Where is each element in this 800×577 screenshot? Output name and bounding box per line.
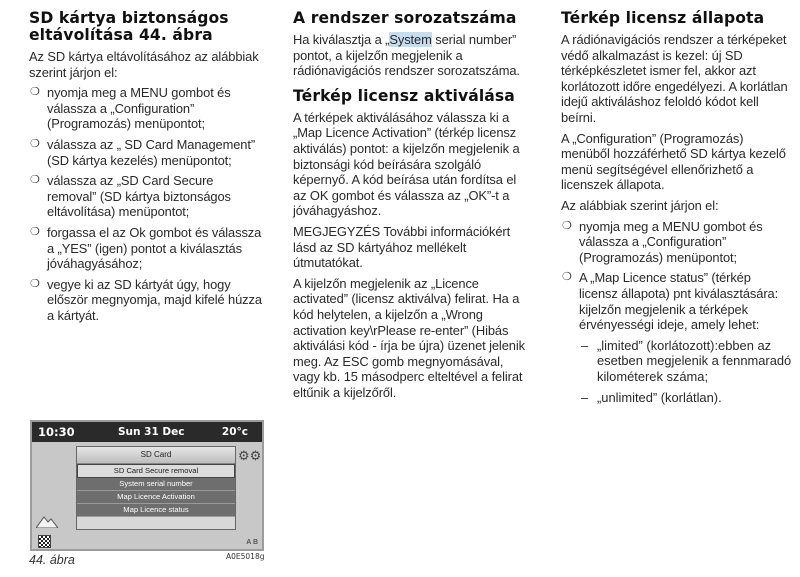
paragraph-activation: A térképek aktiválásához válassza ki a „Map Licence Activation” (térkép licensz aktiválás) pontot: a kijelzőn megjelenik a biztonsági kód beírására szolgáló képernyő. A kód beírása után fordítsa el az OK gombot és válassza az „OK”-t a jóváhagyáshoz.: [293, 109, 520, 219]
text-fragment: Ha kiválasztja a „: [293, 32, 390, 47]
list-item-text: forgassa el az Ok gombot és válassza a „YES” (igen) pontot a kiválasztás jóváhagyásához;: [47, 224, 262, 272]
figure-caption: 44. ábra: [29, 553, 75, 567]
paragraph-steps-intro: Az alábbiak szerint járjon el:: [561, 197, 719, 213]
list-item-text: A „Map Licence status” (térkép licensz állapota) pnt kiválasztására: kijelzőn megjelenik a térképek érvényességi ideje, amely lehet:: [579, 270, 779, 333]
paragraph-intro: Az SD kártya eltávolításához az alábbiak szerint járjon el:: [29, 49, 259, 80]
column-right: [561, 10, 792, 412]
list-item-text: nyomja meg a MENU gombot és válassza a „Configuration” (Programozás) menüpontot;: [47, 85, 231, 132]
list-item: [29, 137, 264, 168]
list-item: [561, 219, 792, 266]
bullet-circle-icon: ❍: [562, 271, 572, 284]
mountain-icon: [36, 514, 58, 528]
bullet-circle-icon: ❍: [30, 174, 40, 187]
radio-screen-figure: [30, 420, 264, 551]
step-list: [29, 85, 264, 323]
bullet-circle-icon: ❍: [30, 137, 40, 150]
section-heading-licence-activation: Térkép licensz aktiválása: [293, 86, 515, 105]
paragraph-serial: [293, 32, 529, 79]
section-heading-sd-removal: SD kártya biztonságos eltávolítása 44. ábra: [29, 9, 229, 44]
dash-list: [561, 338, 792, 406]
bullet-circle-icon: ❍: [562, 219, 572, 232]
corner-label: A B: [246, 539, 258, 546]
highlighted-word: System: [389, 32, 432, 47]
section-heading-serial-number: A rendszer sorozatszáma: [293, 9, 517, 27]
paragraph-note: MEGJEGYZÉS További információkért lásd az SD kártyához mellékelt útmutatókat.: [293, 223, 511, 271]
menu-item-map-licence-activation[interactable]: Map Licence Activation: [77, 491, 235, 504]
menu-item-map-licence-status[interactable]: Map Licence status: [77, 504, 235, 517]
list-item: [29, 173, 264, 220]
list-item-text: „unlimited” (korlátlan).: [597, 390, 722, 406]
sd-card-menu: [76, 446, 236, 530]
checker-icon: [38, 535, 51, 548]
list-item: [29, 85, 264, 132]
list-item-text: „limited” (korlátozott):ebben az esetben megjelenik a fennmaradó kilométerek száma;: [597, 337, 792, 384]
paragraph-config: A „Configuration” (Programozás) menüből hozzáférhető SD kártya kezelő menü segítségével ellenőrizhető a licenszek állapota.: [561, 130, 786, 193]
screen-status-bar: [32, 422, 262, 442]
list-item: [561, 270, 792, 332]
bullet-circle-icon: ❍: [30, 277, 40, 290]
menu-title: SD Card: [77, 447, 235, 464]
date-label: Sun 31 Dec: [118, 426, 185, 438]
menu-item-sd-secure-removal[interactable]: SD Card Secure removal: [77, 464, 235, 478]
list-item-text: nyomja meg a MENU gombot és válassza a „Configuration” (Programozás) menüpontot;: [579, 218, 763, 265]
menu-item-system-serial-number[interactable]: System serial number: [77, 478, 235, 491]
bullet-circle-icon: ❍: [30, 225, 40, 238]
clock-time: 10:30: [38, 425, 75, 439]
gear-icon: ⚙⚙: [238, 448, 262, 463]
list-item-text: válassza az „SD Card Secure removal” (SD kártya biztonságos eltávolítása) menüpontot;: [47, 173, 231, 220]
temperature-label: 20°c: [221, 426, 248, 438]
text-fragment: serial number” pontot, a kijelzőn megjelenik a rádiónavigációs rendszer sorozatszáma.: [293, 32, 520, 79]
list-item: [29, 225, 264, 272]
list-item: – „unlimited” (korlátlan).: [581, 390, 722, 406]
paragraph-protection: A rádiónavigációs rendszer a térképeket védő alkalmazást is kezel: új SD térképkészletet ismer fel, akkor azt korlátozott időre engedélyezi. A korlátlan idejű aktiváláshoz feloldó kódot kell beírni.: [561, 32, 788, 125]
paragraph-licence-message: A kijelzőn megjelenik az „Licence activated” (licensz aktiválva) felirat. Ha a kód helytelen, a kijelzőn a „Wrong activation key\rPlease re-enter” (Hibás aktiválási kód - írja be újra) üzenet jelenik meg. Az ESC gomb megnyomásával, vagy kb. 15 másodperc elteltével a felirat eltűnik a kijelzőről.: [293, 275, 525, 400]
column-middle: [293, 10, 529, 400]
section-heading-licence-status: Térkép licensz állapota: [561, 9, 765, 27]
list-item-text: válassza az „ SD Card Management” (SD kártya kezelés) menüpontot;: [47, 136, 256, 168]
column-left: [29, 10, 264, 329]
list-item: [29, 277, 264, 324]
list-item-text: vegye ki az SD kártyát úgy, hogy először megnyomja, majd kifelé húzza a kártyát.: [47, 276, 262, 323]
step-list: [561, 219, 792, 333]
figure-code: A0E5018g: [226, 552, 265, 561]
bullet-circle-icon: ❍: [30, 86, 40, 99]
list-item: – „limited” (korlátozott):ebben az esetben megjelenik a fennmaradó kilométerek száma;: [581, 337, 792, 384]
